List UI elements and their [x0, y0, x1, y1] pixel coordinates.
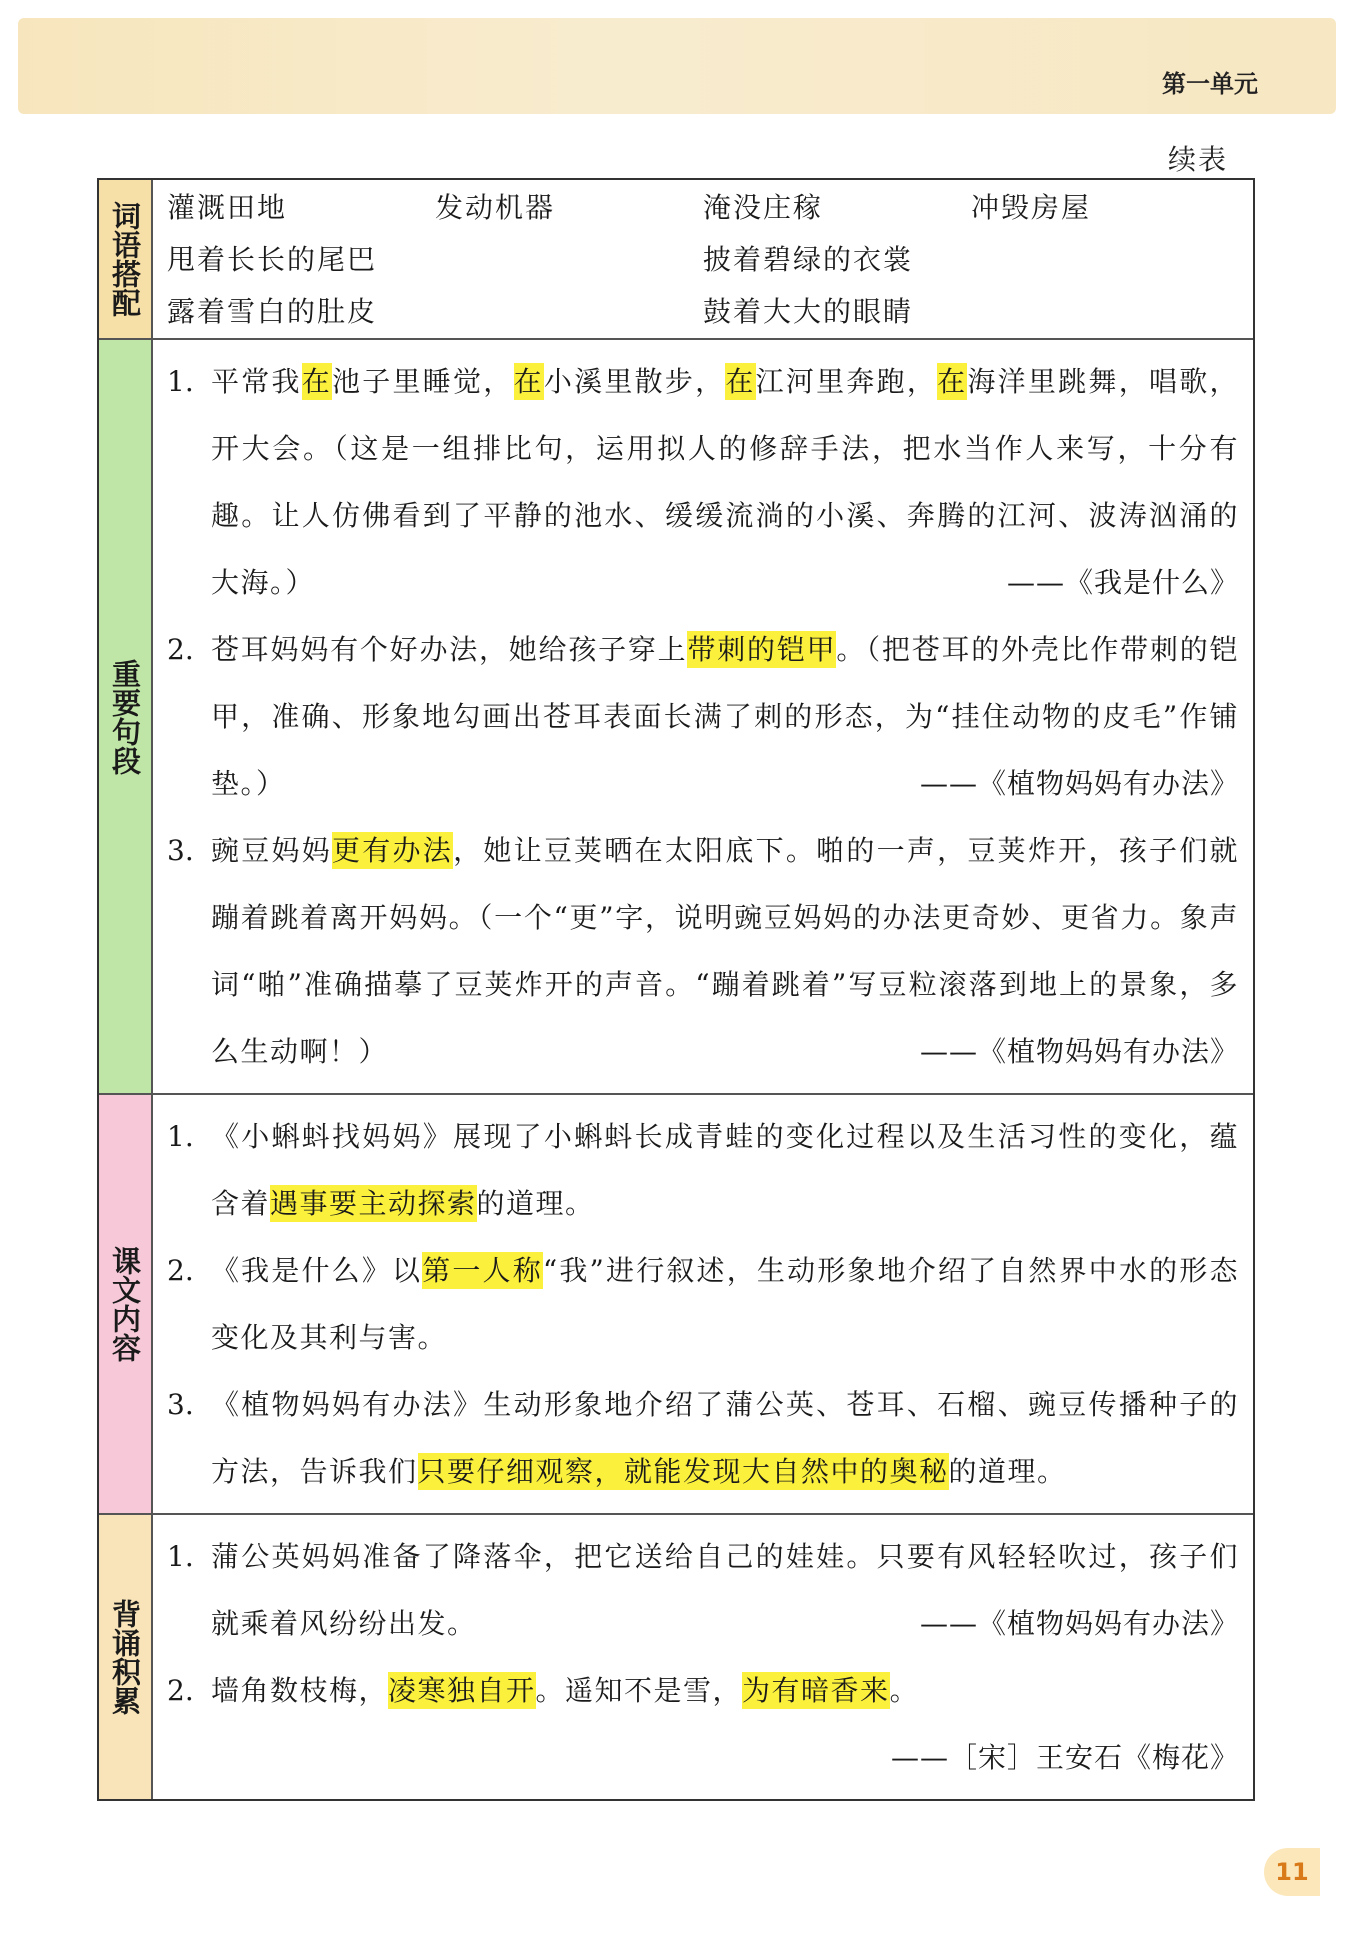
text-run: 豌豆妈妈: [211, 834, 333, 867]
page-number: 11: [1264, 1848, 1320, 1896]
recite-label: 背诵积累: [99, 1515, 153, 1799]
source: ——《我是什么》: [1006, 566, 1239, 599]
highlight: 凌寒独自开: [388, 1674, 536, 1707]
text-run: 池子里睡觉，: [332, 365, 514, 398]
text-run: ，她让豆荚晒在太阳底下。啪的一声，豆荚炸开，孩子们就蹦着跳着离开妈妈。（一个“更”字，说明豌豆妈妈的办法更奇妙、更省力。象声词“啪”准确描摹了豆荚炸开的声音。“蹦着跳着”写豆粒滚落到地上的景象，多么生动啊！）: [211, 834, 1239, 1068]
text-run: 小溪里散步，: [543, 365, 726, 398]
item-text: [211, 616, 1239, 817]
source: ——《植物妈妈有办法》: [919, 1607, 1239, 1640]
item-number: 1.: [167, 1540, 194, 1573]
vocab-phrase: 露着雪白的肚皮: [167, 295, 378, 328]
recite-item: [167, 1657, 1239, 1791]
item-text: [211, 1657, 1239, 1791]
text-run: 江河里奔跑，: [755, 365, 938, 398]
highlight: 在: [725, 365, 756, 398]
header-band: [18, 18, 1336, 114]
source: ——《植物妈妈有办法》: [919, 767, 1239, 800]
text-run: 。遥知不是雪，: [535, 1674, 743, 1707]
item-text: [211, 1523, 1239, 1657]
text-run: 墙角数枝梅，: [211, 1674, 389, 1707]
item-text: [211, 348, 1239, 616]
vocab-phrase: 鼓着大大的眼睛: [703, 295, 914, 328]
sentences-content: [153, 340, 1253, 1093]
sentence-item: [167, 616, 1239, 817]
vocab-content: [153, 180, 1253, 338]
content-content: [153, 1095, 1253, 1513]
vocab-phrase: 披着碧绿的衣裳: [703, 243, 914, 276]
text-run: 《植物妈妈有办法》生动形象地介绍了蒲公英、苍耳、石榴、豌豆传播种子的方法，告诉我们: [211, 1388, 1239, 1488]
content-label: 课文内容: [99, 1095, 153, 1513]
item-number: 2.: [167, 1674, 194, 1707]
highlight: 带刺的铠甲: [687, 633, 837, 666]
unit-title: 第一单元: [1162, 70, 1258, 98]
text-run: 。（把苍耳的外壳比作带刺的铠甲，准确、形象地勾画出苍耳表面长满了刺的形态，为“挂住动物的皮毛”作铺垫。）: [211, 633, 1239, 800]
item-text: [211, 1237, 1239, 1371]
source: ——［宋］王安石《梅花》: [890, 1741, 1239, 1774]
highlight: 在: [513, 365, 544, 398]
text-run: 海洋里跳舞，唱歌，开大会。（这是一组排比句，运用拟人的修辞手法，把水当作人来写，十分有趣。让人仿佛看到了平静的池水、缓缓流淌的小溪、奔腾的江河、波涛汹涌的大海。）: [211, 365, 1239, 599]
highlight: 在: [301, 365, 333, 398]
text-run: 蒲公英妈妈准备了降落伞，把它送给自己的娃娃。只要有风轻轻吹过，孩子们就乘着风纷纷出发。: [211, 1540, 1239, 1640]
content-row: [99, 1095, 1253, 1515]
text-run: 。: [889, 1674, 920, 1707]
continued-label: 续表: [1167, 143, 1228, 176]
item-number: 2.: [167, 633, 194, 666]
sentences-row: [99, 340, 1253, 1095]
text-run: 苍耳妈妈有个好办法，她给孩子穿上: [211, 633, 688, 666]
recite-item: [167, 1523, 1239, 1657]
text-run: 平常我: [211, 365, 302, 398]
content-item: [167, 1371, 1239, 1505]
text-run: 的道理。: [476, 1187, 595, 1220]
summary-table: [97, 178, 1255, 1801]
highlight: 只要仔细观察，就能发现大自然中的奥秘: [417, 1455, 949, 1488]
text-run: 《小蝌蚪找妈妈》展现了小蝌蚪长成青蛙的变化过程以及生活习性的变化，蕴含着: [211, 1120, 1239, 1220]
vocab-phrase: 灌溉田地: [167, 191, 288, 224]
highlight: 遇事要主动探索: [270, 1187, 477, 1220]
recite-row: [99, 1515, 1253, 1799]
vocab-phrase: 冲毁房屋: [971, 191, 1092, 224]
text-run: 的道理。: [948, 1455, 1067, 1488]
sentences-label: 重要句段: [99, 340, 153, 1093]
text-run: 《我是什么》以: [211, 1254, 423, 1287]
vocab-phrase: 甩着长长的尾巴: [167, 243, 378, 276]
highlight: 第一人称: [422, 1254, 543, 1287]
content-item: [167, 1103, 1239, 1237]
item-number: 1.: [167, 365, 194, 398]
vocab-phrase: 淹没庄稼: [703, 191, 824, 224]
item-text: [211, 817, 1239, 1085]
sentence-item: [167, 817, 1239, 1085]
item-number: 2.: [167, 1254, 194, 1287]
source: ——《植物妈妈有办法》: [919, 1035, 1239, 1068]
highlight: 为有暗香来: [742, 1674, 890, 1707]
recite-content: [153, 1515, 1253, 1799]
vocab-line-1: [167, 180, 1239, 232]
highlight: 在: [937, 365, 968, 398]
item-number: 1.: [167, 1120, 194, 1153]
item-number: 3.: [167, 834, 194, 867]
vocab-label: 词语搭配: [99, 180, 153, 338]
vocab-line-3: [167, 284, 1239, 336]
content-item: [167, 1237, 1239, 1371]
highlight: 更有办法: [332, 834, 454, 867]
item-number: 3.: [167, 1388, 194, 1421]
vocab-line-2: [167, 232, 1239, 284]
vocab-phrase: 发动机器: [435, 191, 556, 224]
sentence-item: [167, 348, 1239, 616]
item-text: [211, 1103, 1239, 1237]
text-run: “我”进行叙述，生动形象地介绍了自然界中水的形态变化及其利与害。: [211, 1254, 1239, 1354]
item-text: [211, 1371, 1239, 1505]
vocab-row: [99, 180, 1253, 340]
